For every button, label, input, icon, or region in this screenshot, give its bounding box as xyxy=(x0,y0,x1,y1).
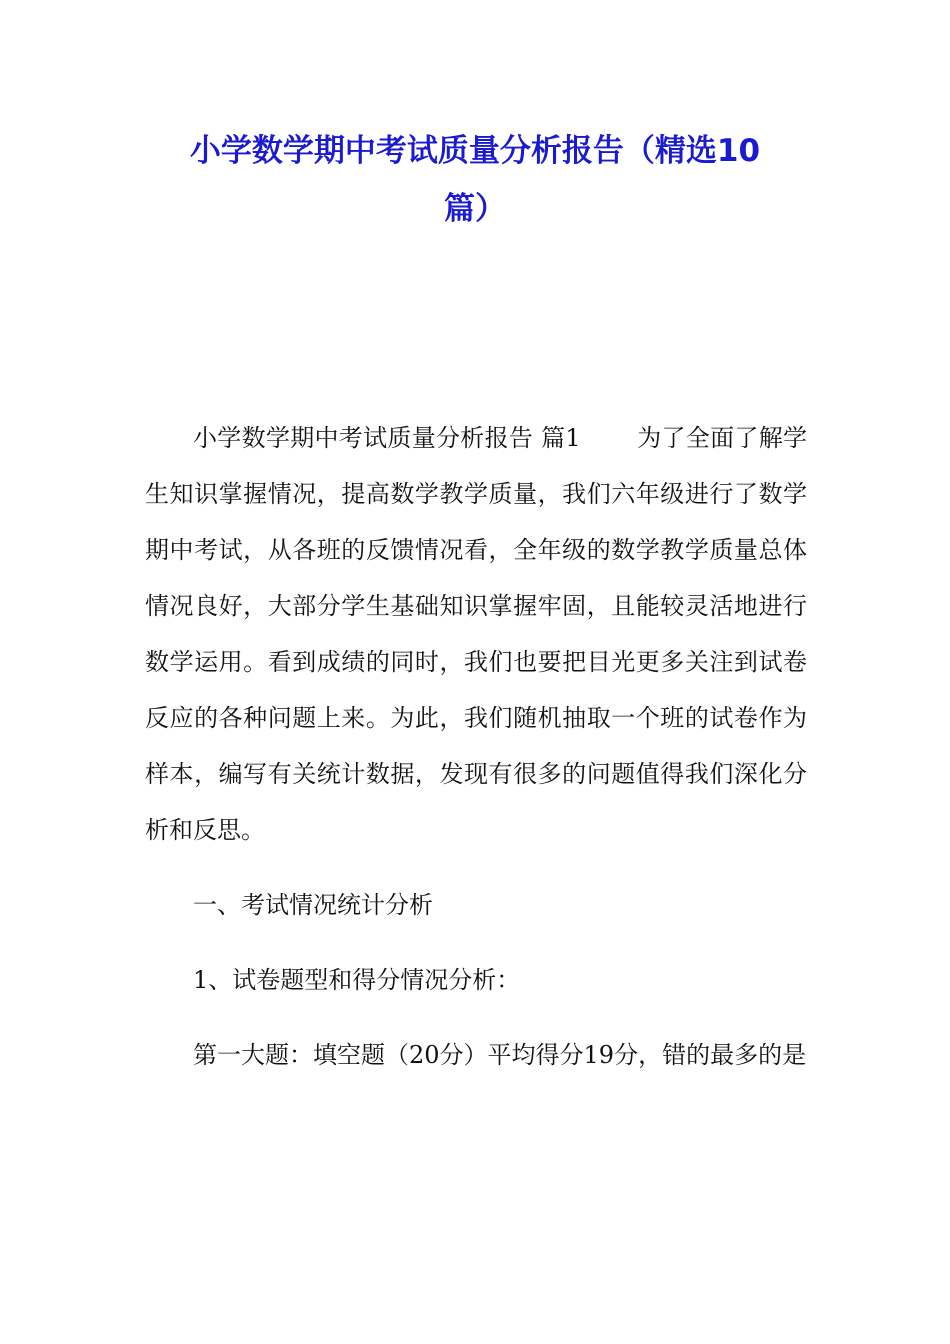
title-line-2: 篇） xyxy=(444,191,506,227)
document-title xyxy=(140,122,810,238)
paragraph-intro: 小学数学期中考试质量分析报告 篇1 为了全面了解学生知识掌握情况，提高数学教学质量，我们六年级进行了数学期中考试，从各班的反馈情况看，全年级的数学教学质量总体情况良好，大部分学生基础知识掌握牢固，且能较灵活地进行数学运用。看到成绩的同时，我们也要把目光更多关注到试卷反应的各种问题上来。为此，我们随机抽取一个班的试卷作为样本，编写有关统计数据，发现有很多的问题值得我们深化分析和反思。 xyxy=(145,424,807,844)
subsection-heading-question-types: 1、试卷题型和得分情况分析： xyxy=(193,966,521,994)
paragraph-fill-in-blank: 第一大题：填空题（20分）平均得分19分，错的最多的是 xyxy=(193,1041,807,1069)
document-body xyxy=(145,410,807,1102)
title-line-1: 小学数学期中考试质量分析报告（精选10 xyxy=(189,133,761,169)
section-heading-exam-stats: 一、考试情况统计分析 xyxy=(193,891,433,919)
